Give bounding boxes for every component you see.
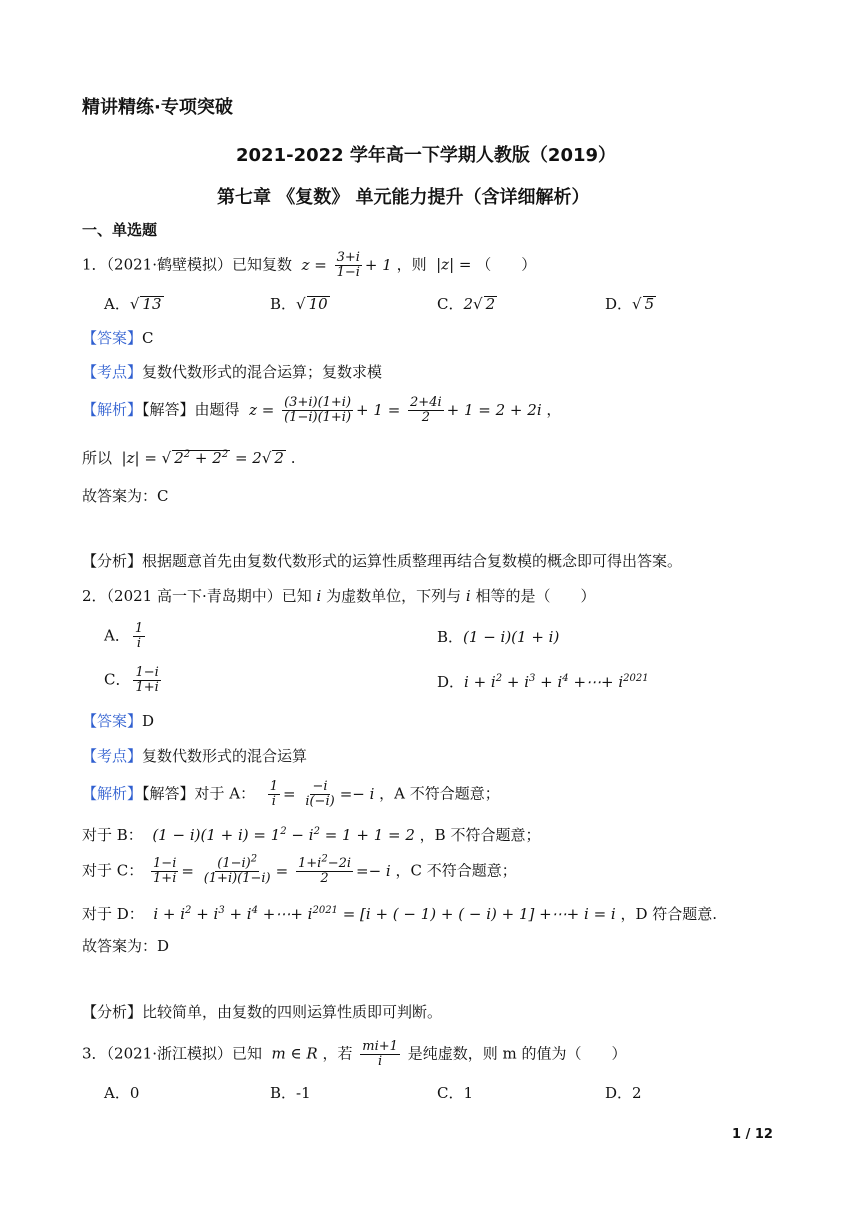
q2-option-c: C． $\frac{1-i}{1+i}$ [104, 665, 159, 695]
q2-option-d: D．$i + i^2 + i^3 + i^4$ +⋯+ $i^{2021}$ [437, 673, 649, 691]
series-title: 精讲精练·专项突破 [82, 97, 233, 118]
question-3-stem: 3．（2021·浙江模拟）已知 m ∈ R ，若 $\frac{mi+1}{i}$ 是纯虚数，则 m 的值为（ ） [82, 1039, 627, 1069]
q1-option-d: D．√ 5 [605, 295, 655, 313]
q3-option-c: C．1 [437, 1084, 474, 1102]
q1-jiexi: 【解析】【解答】由题得 z = $\frac{(3+i)(1+i)}{(1-i)(1+i)}$ + 1 = $\frac{2+4i}{2}$ + 1 = 2 + 2i ， [82, 395, 562, 425]
doc-title-line2: 第七章 《复数》 单元能力提升（含详细解析） [217, 187, 590, 208]
q2-jiexi-c: 对于 C： $\frac{1-i}{1+i}$ = $\frac{(1-i)^2}{(1+i)(1-i)}$ = $\frac{1+i^2-2i}{2}$ =− i ，C 不符合题意； [82, 853, 517, 886]
q1-number: 1． [82, 255, 107, 274]
q2-option-a: A． $\frac{1}{i}$ [104, 621, 144, 651]
page-number: 1 / 12 [732, 1127, 773, 1142]
q2-jiexi-b: 对于 B： $(1 - i)(1 + i) = 1^2 - i^2 = 1 + 1 = 2$ ，B 不符合题意； [82, 826, 541, 844]
q3-option-d: D．2 [605, 1084, 642, 1102]
q1-stem-a: 已知复数 [232, 255, 293, 274]
q1-paren: （ ） [476, 255, 537, 274]
q1-answer: 【答案】C [82, 329, 154, 347]
q1-fenxi: 【分析】根据题意首先由复数代数形式的运算性质整理再结合复数模的概念即可得出答案。 [82, 552, 683, 570]
q3-option-b: B．-1 [270, 1084, 311, 1102]
q2-conclude: 故答案为：D [82, 937, 170, 955]
q2-kaodian: 【考点】复数代数形式的混合运算 [82, 747, 308, 765]
doc-title-line1: 2021-2022 学年高一下学期人教版（2019） [236, 145, 617, 166]
q3-option-a: A．0 [104, 1084, 140, 1102]
q1-option-b: B．√ 10 [270, 295, 328, 313]
q1-formula: z = $\frac{3+i}{1-i}$ + 1 [296, 250, 397, 280]
question-2-stem: 2．（2021 高一下·青岛期中）已知 i 为虚数单位，下列与 i 相等的是（ ） [82, 587, 596, 605]
q1-conclude: 故答案为：C [82, 487, 169, 505]
q1-stem-b: ，则 [396, 255, 427, 274]
q1-suoyi: 所以 |z| = √ $2^2 + 2^2 = 2√$ 2 . [82, 449, 296, 467]
q2-jiexi-a: 【解析】【解答】对于 A： $\frac{1}{i}$ = $\frac{-i}{i(-i)}$ =− i ，A 不符合题意； [82, 779, 500, 809]
q1-option-a: A．√ 13 [104, 295, 162, 313]
q2-jiexi-d: 对于 D： $i + i^2 + i^3 + i^4$ +⋯+ $i^{2021} = [i$ + ( − 1) + ( − i) + 1] +⋯+ i = i ，D 符合题意. [82, 905, 718, 923]
q1-modulus: |z| = [431, 255, 477, 274]
q1-source: （2021·鹤壁模拟） [106, 255, 232, 274]
q2-fenxi: 【分析】比较简单，由复数的四则运算性质即可判断。 [82, 1003, 443, 1021]
question-1-stem [82, 251, 536, 280]
section-heading: 一、单选题 [82, 221, 158, 239]
q2-answer: 【答案】D [82, 712, 155, 730]
q2-option-b: B．(1 − i)(1 + i) [437, 628, 560, 646]
q1-option-c: C．2√ 2 [437, 295, 496, 313]
q1-kaodian: 【考点】复数代数形式的混合运算；复数求模 [82, 363, 383, 381]
